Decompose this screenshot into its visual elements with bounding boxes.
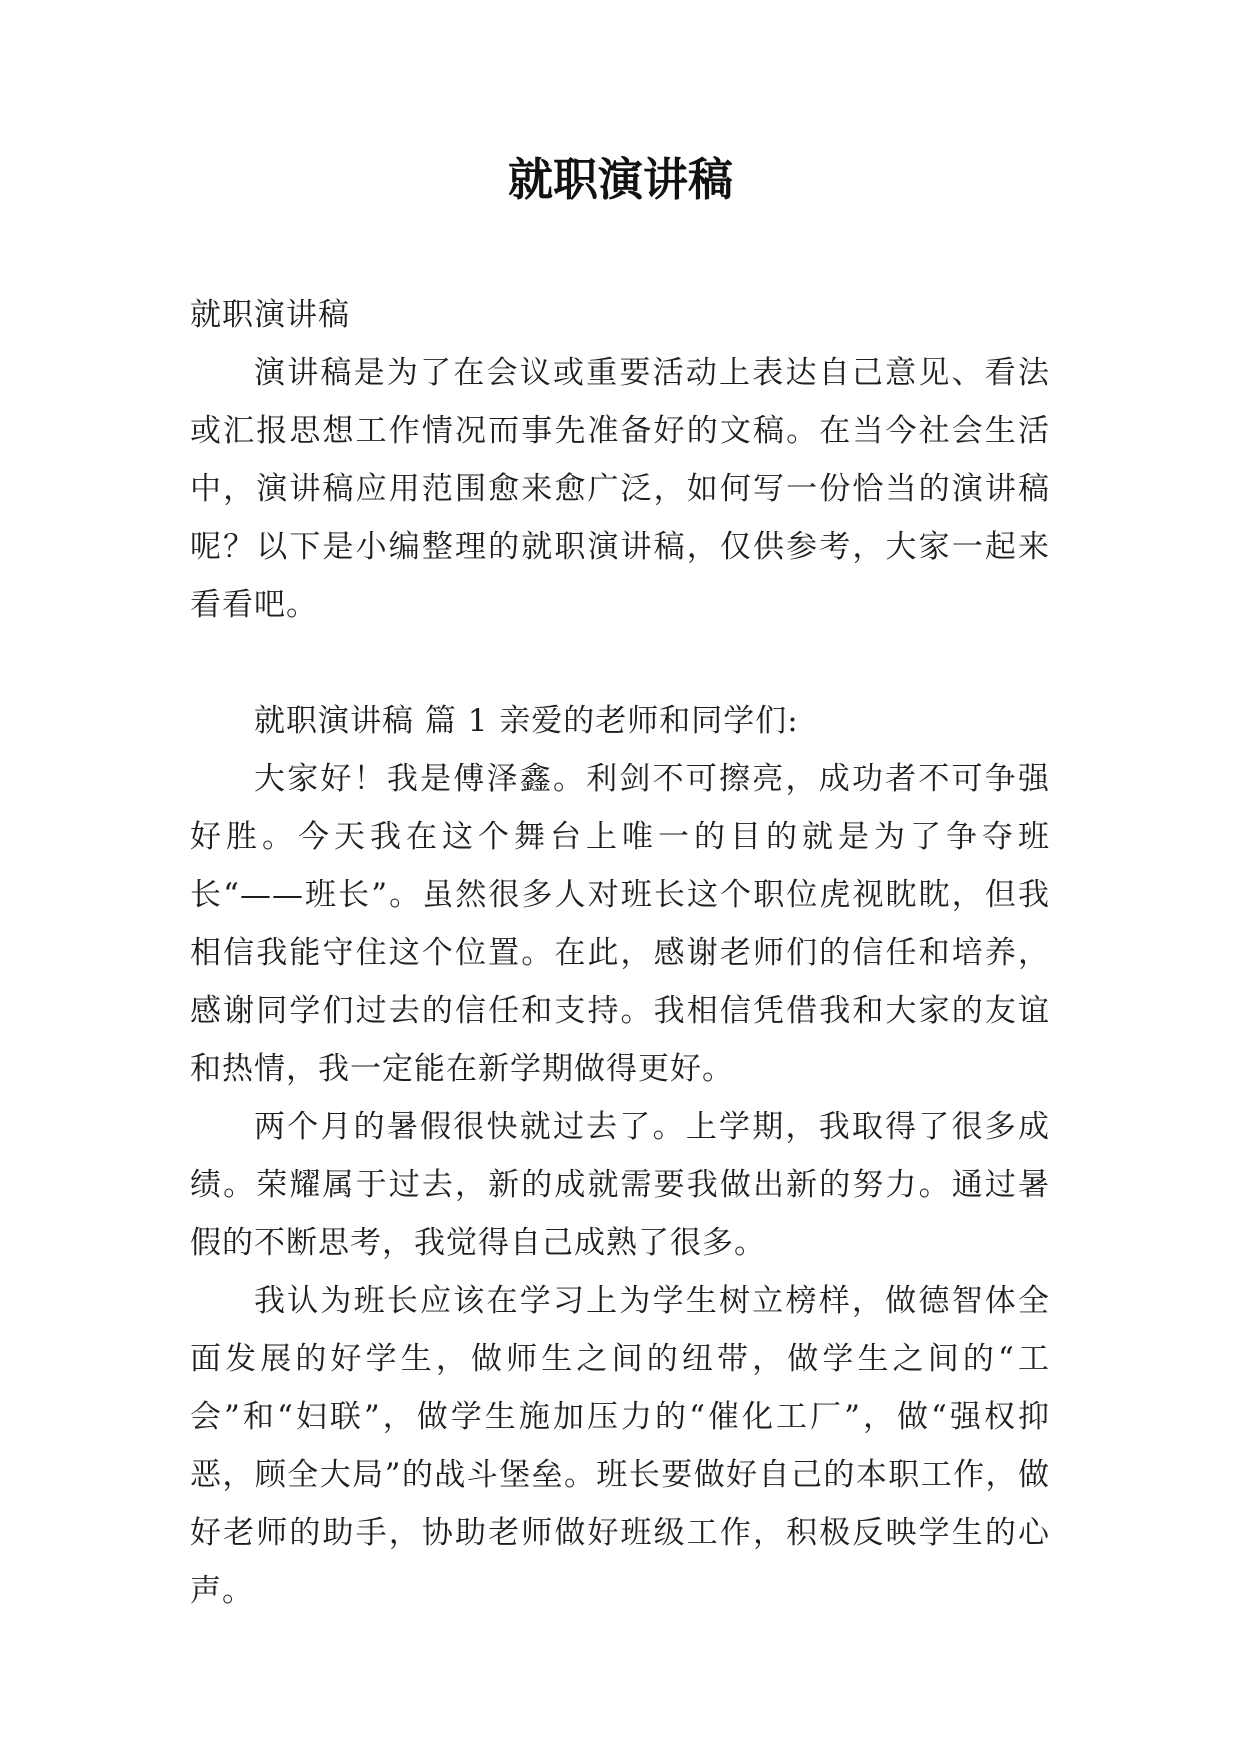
section-heading: 就职演讲稿 篇 1 亲爱的老师和同学们: (254, 703, 799, 739)
body-paragraph-1: 大家好！我是傅泽鑫。利剑不可擦亮，成功者不可争强好胜。今天我在这个舞台上唯一的目的就是为了争夺班长“——班长”。虽然很多人对班长这个职位虎视眈眈，但我相信我能守住这个位置。在此，感谢老师们的信任和培养，感谢同学们过去的信任和支持。我相信凭借我和大家的友谊和热情，我一定能在新学期做得更好。 (190, 761, 1050, 1087)
document-title: 就职演讲稿 (507, 153, 733, 206)
body-paragraph-2: 两个月的暑假很快就过去了。上学期，我取得了很多成绩。荣耀属于过去，新的成就需要我做出新的努力。通过暑假的不断思考，我觉得自己成熟了很多。 (190, 1109, 1050, 1261)
body-paragraph-3: 我认为班长应该在学习上为学生树立榜样，做德智体全面发展的好学生，做师生之间的纽带，做学生之间的“工会”和“妇联”，做学生施加压力的“催化工厂”，做“强权抑恶，顾全大局”的战斗堡垒。班长要做好自己的本职工作，做好老师的助手，协助老师做好班级工作，积极反映学生的心声。 (190, 1283, 1050, 1609)
intro-paragraph: 演讲稿是为了在会议或重要活动上表达自己意见、看法或汇报思想工作情况而事先准备好的文稿。在当今社会生活中，演讲稿应用范围愈来愈广泛，如何写一份恰当的演讲稿呢？以下是小编整理的就职演讲稿，仅供参考，大家一起来看看吧。 (190, 355, 1050, 623)
document-body (190, 286, 1050, 1620)
document-subtitle: 就职演讲稿 (190, 297, 350, 333)
